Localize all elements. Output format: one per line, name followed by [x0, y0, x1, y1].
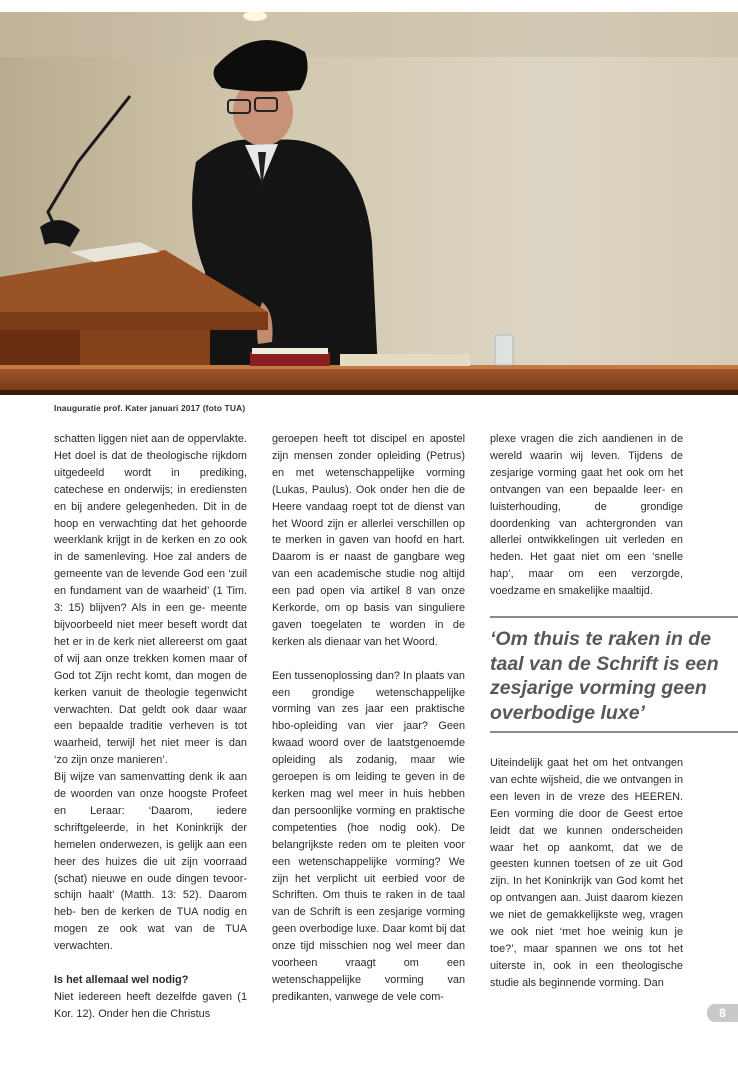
page-number: 8: [707, 1004, 738, 1022]
pull-quote-text: ‘Om thuis te raken in de taal van de Schrift is een zesjarige vorming geen overbodige luxe’: [490, 628, 719, 724]
column-1: [54, 431, 247, 1023]
pull-quote: [490, 616, 738, 733]
paragraph: Uiteindelijk gaat het om het ontvangen van echte wijsheid, die we ontvangen in een leven in de vreze des HEEREN. Een vorming die door de Geest ertoe leidt dat we kunnen onderscheiden waar het op aankomt, dat we de geesten kunnen toetsen of ze uit God zijn. In het Koninkrijk van God komt het op ontvangen aan. Juist daarom kiezen we niet de gemakkelijkste weg, vragen we ook niet ‘met hoe weinig kun je toe?’, maar spannen we ons tot het uiterste in, ook in een theologische studie als beginnende vorming. Dan: [490, 757, 683, 989]
photo-caption: Inauguratie prof. Kater januari 2017 (foto TUA): [54, 403, 246, 413]
paragraph: Bij wijze van samenvatting denk ik aan de woorden van onze hoogste Profeet en Leraar: ‘Daarom, iedere schriftgeleerde, in het Koninkrijk der hemelen onderwezen, is gelijk aan een heer des huizes die uit zijn voorraad (schat) nieuwe en oude dingen tevoor- schijn haalt’ (Matth. 13: 52). Daarom heb- ben de kerken de TUA nodig en mogen ze ook wat van de TUA verwachten.: [54, 771, 247, 953]
column-3: [490, 431, 683, 600]
paragraph: Een tussenoplossing dan? In plaats van een grondige wetenschappelijke vorming van zes jaar een praktische hbo-opleiding van vier jaar? Geen kwaad woord over de laatstgenoemde opleiding als zodanig, maar wie geroepen is om leiding te geven in de kerken mag wel meer in huis hebben dan persoonlijke vorming en praktische competenties (hoe nodig ook). De belangrijkste reden om te pleiten voor een wetenschappelijke vorming? We zijn het verplicht uit eerbied voor de Schriften. Om thuis te raken in de taal van de Schrift is een zesjarige vorming geen overbodige luxe. Daar komt bij dat onze tijd misschien nog wel meer dan voorheen vraagt om een wetenschappelijke vorming van predikanten, vanwege de vele com-: [272, 669, 465, 1003]
inauguration-photo: [0, 12, 738, 395]
paragraph: plexe vragen die zich aandienen in de wereld waarin wij leven. Tijdens de zesjarige vorming gaat het ook om het ontvangen van een bepaalde leer- en luisterhouding, de grondige doordenking van achtergronden van allerlei ontwikkelingen uit verleden en heden. Het gaat niet om een ‘snelle hap’, maar om een verzorgde, voedzame en smakelijke maaltijd.: [490, 433, 683, 598]
section-subheading: Is het allemaal wel nodig?: [54, 973, 189, 986]
paragraph: schatten liggen niet aan de oppervlakte. Het doel is dat de theologische rijkdom uitgedeeld wordt in prediking, catechese en onderwijs; in erediensten en bij andere gelegenheden. Dit in de hoop en verwachting dat het gehoorde weerklank krijgt in de kerken en zo ook in de samenleving. Hoe zal anders de gemeente van de levende God een ‘zuil en fundament van de waarheid’ (1 Tim. 3: 15) blijven? Als in een ge- meente bijvoorbeeld niet meer beseft wordt dat het er in de kerk niet allereerst om gaat of wij aan onze trekken komen maar of God tot Zijn recht komt, dan mogen de kerken vanuit de theologie tegenwicht verwachten. Dat geldt ook daar waar een bepaalde traditie verheven is tot waarheid, terwijl het niet meer is dan ‘zo zijn onze manieren’.: [54, 433, 247, 767]
column-2: [272, 431, 465, 1006]
paragraph: Niet iedereen heeft dezelfde gaven (1 Kor. 12). Onder hen die Christus: [54, 990, 247, 1020]
paragraph: geroepen heeft tot discipel en apostel zijn mensen zonder opleiding (Petrus) en met wetenschappelijke vorming (Lukas, Paulus). Ook onder hen die de Heere vandaag roept tot de dienst van het Woord zijn er allerlei verschillen op te merken in gaven van hoofd en hart. Daarom is er naast de gangbare weg van een academische studie nog altijd een pad open via artikel 8 van onze Kerkorde, om op basis van singuliere gaven toegelaten te worden in de kerken als dienaar van het Woord.: [272, 433, 465, 648]
column-3-continued: [490, 755, 683, 992]
